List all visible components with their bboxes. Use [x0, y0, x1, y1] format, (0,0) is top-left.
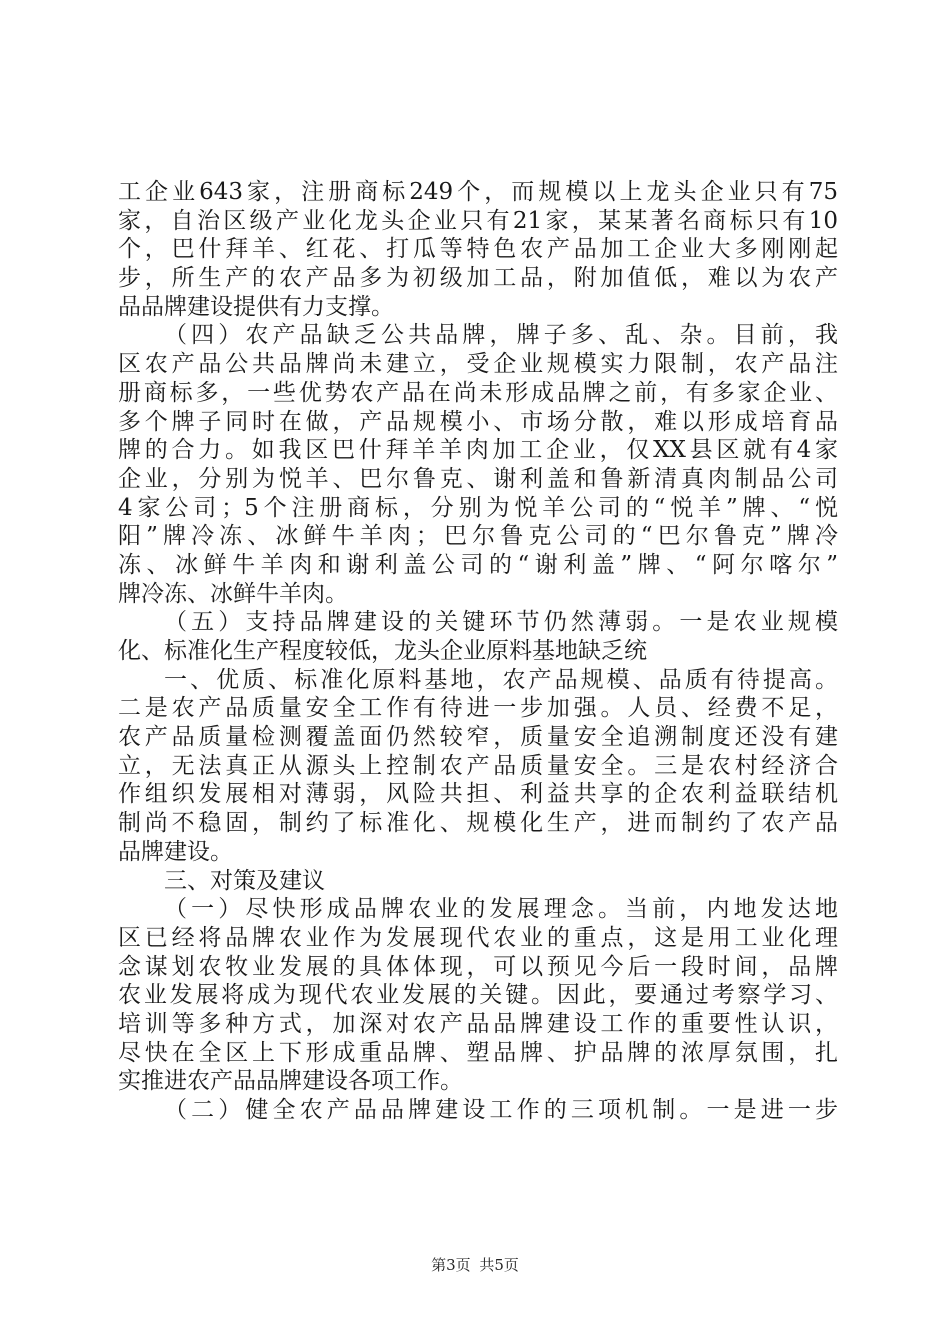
text-line: 农业发展将成为现代农业发展的关键。因此，要通过考察学习、: [118, 982, 838, 1009]
text-line: 4家公司；5个注册商标，分别为悦羊公司的“悦羊”牌、“悦: [118, 494, 838, 521]
text-line: 牌的合力。如我区巴什拜羊羊肉加工企业，仅XX县区就有4家: [118, 437, 838, 464]
text-line: 化、标准化生产程度较低，龙头企业原料基地缺乏统: [118, 638, 647, 664]
text-line: 品品牌建设提供有力支撑。: [118, 293, 394, 320]
text-line: 区已经将品牌农业作为发展现代农业的重点，这是用工业化理: [118, 924, 838, 951]
text-line: （二）健全农产品品牌建设工作的三项机制。一是进一步: [164, 1097, 838, 1123]
text-line: 阳”牌冷冻、冰鲜牛羊肉；巴尔鲁克公司的“巴尔鲁克”牌冷: [118, 523, 838, 550]
text-line: 个，巴什拜羊、红花、打瓜等特色农产品加工企业大多刚刚起: [118, 236, 838, 263]
text-line: 农产品质量检测覆盖面仍然较窄，质量安全追溯制度还没有建: [118, 724, 838, 751]
text-line: 冻、冰鲜牛羊肉和谢利盖公司的“谢利盖”牌、“阿尔喀尔”: [118, 551, 838, 578]
text-line: （四）农产品缺乏公共品牌，牌子多、乱、杂。目前，我: [164, 322, 838, 349]
text-line: 作组织发展相对薄弱，风险共担、利益共享的企农利益联结机: [118, 781, 838, 808]
text-line: 实推进农产品品牌建设各项工作。: [118, 1068, 463, 1095]
text-line: 培训等多种方式，加深对农产品品牌建设工作的重要性认识，: [118, 1010, 838, 1037]
text-line: 立，无法真正从源头上控制农产品质量安全。三是农村经济合: [118, 752, 838, 779]
text-line: 念谋划农牧业发展的具体体现，可以预见今后一段时间，品牌: [118, 953, 838, 980]
text-line: 册商标多，一些优势农产品在尚未形成品牌之前，有多家企业、: [118, 379, 838, 406]
text-line: 多个牌子同时在做，产品规模小、市场分散，难以形成培育品: [118, 408, 838, 435]
text-line: 尽快在全区上下形成重品牌、塑品牌、护品牌的浓厚氛围，扎: [118, 1039, 838, 1066]
text-line: 二是农产品质量安全工作有待进一步加强。人员、经费不足，: [118, 695, 838, 722]
text-line: 一、优质、标准化原料基地，农产品规模、品质有待提高。: [164, 666, 838, 693]
text-line: 牌冷冻、冰鲜牛羊肉。: [118, 580, 348, 607]
text-line: 步，所生产的农产品多为初级加工品，附加值低，难以为农产: [118, 265, 838, 292]
text-line: 三、对策及建议: [164, 867, 325, 894]
text-line: 家，自治区级产业化龙头企业只有21家，某某著名商标只有10: [118, 207, 838, 234]
text-line: 制尚不稳固，制约了标准化、规模化生产，进而制约了农产品: [118, 810, 838, 837]
text-line: 品牌建设。: [118, 838, 233, 865]
page-total: 共5页: [479, 1256, 519, 1274]
text-line: 区农产品公共品牌尚未建立，受企业规模实力限制，农产品注: [118, 351, 838, 378]
page-number: 第3页: [431, 1256, 471, 1274]
text-line: 企业，分别为悦羊、巴尔鲁克、谢利盖和鲁新清真肉制品公司: [118, 465, 838, 492]
page-footer: [0, 1254, 950, 1275]
text-line: （五）支持品牌建设的关键环节仍然薄弱。一是农业规模: [164, 609, 838, 636]
text-line: （一）尽快形成品牌农业的发展理念。当前，内地发达地: [164, 896, 838, 923]
text-line: 工企业643家，注册商标249个，而规模以上龙头企业只有75: [118, 179, 838, 205]
document-body: [118, 178, 838, 1125]
